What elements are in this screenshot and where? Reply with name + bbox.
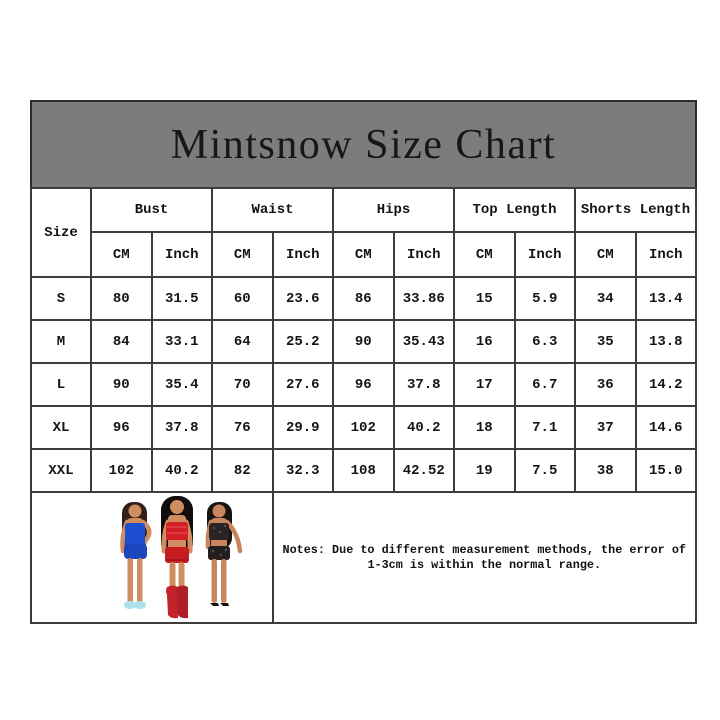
value-cell: 42.52: [394, 449, 455, 492]
value-cell: 40.2: [152, 449, 213, 492]
size-chart-table: [30, 187, 697, 624]
unit-header-top-cm: CM: [454, 232, 515, 277]
models-image-cell: [31, 492, 273, 623]
unit-header-hips-inch: Inch: [394, 232, 455, 277]
value-cell: 25.2: [273, 320, 334, 363]
unit-header-shorts-cm: CM: [575, 232, 636, 277]
value-cell: 64: [212, 320, 273, 363]
group-header-waist: Waist: [212, 188, 333, 232]
page-title: Mintsnow Size Chart: [170, 121, 557, 168]
value-cell: 13.8: [636, 320, 697, 363]
value-cell: 60: [212, 277, 273, 320]
group-header-shorts-length: Shorts Length: [575, 188, 696, 232]
value-cell: 38: [575, 449, 636, 492]
value-cell: 96: [91, 406, 152, 449]
value-cell: 17: [454, 363, 515, 406]
value-cell: 16: [454, 320, 515, 363]
models-photo: [32, 495, 272, 620]
value-cell: 7.1: [515, 406, 576, 449]
value-cell: 18: [454, 406, 515, 449]
value-cell: 102: [91, 449, 152, 492]
value-cell: 80: [91, 277, 152, 320]
table-row-xl: [31, 406, 696, 449]
value-cell: 23.6: [273, 277, 334, 320]
figure-middle-red: [161, 496, 193, 618]
value-cell: 76: [212, 406, 273, 449]
value-cell: 82: [212, 449, 273, 492]
table-row-xxl: [31, 449, 696, 492]
size-cell: XL: [31, 406, 91, 449]
value-cell: 15: [454, 277, 515, 320]
value-cell: 102: [333, 406, 394, 449]
value-cell: 31.5: [152, 277, 213, 320]
table-row-m: [31, 320, 696, 363]
value-cell: 84: [91, 320, 152, 363]
size-cell: M: [31, 320, 91, 363]
group-header-row: [31, 188, 696, 232]
value-cell: 32.3: [273, 449, 334, 492]
unit-header-bust-cm: CM: [91, 232, 152, 277]
unit-header-waist-cm: CM: [212, 232, 273, 277]
value-cell: 6.7: [515, 363, 576, 406]
value-cell: 34: [575, 277, 636, 320]
size-cell: XXL: [31, 449, 91, 492]
value-cell: 14.2: [636, 363, 697, 406]
notes-text-line2: 1-3cm is within the normal range.: [367, 557, 602, 572]
unit-header-hips-cm: CM: [333, 232, 394, 277]
unit-header-waist-inch: Inch: [273, 232, 334, 277]
size-cell: L: [31, 363, 91, 406]
value-cell: 35.43: [394, 320, 455, 363]
figure-left-blue: [122, 502, 149, 609]
value-cell: 35.4: [152, 363, 213, 406]
value-cell: 70: [212, 363, 273, 406]
group-header-hips: Hips: [333, 188, 454, 232]
unit-header-top-inch: Inch: [515, 232, 576, 277]
title-banner: [30, 100, 697, 187]
notes-cell: [273, 492, 697, 623]
value-cell: 96: [333, 363, 394, 406]
value-cell: 90: [91, 363, 152, 406]
group-header-top-length: Top Length: [454, 188, 575, 232]
notes-text-line1: Notes: Due to different measurement methods, the error of: [282, 542, 687, 557]
value-cell: 27.6: [273, 363, 334, 406]
size-column-header: Size: [31, 188, 91, 277]
value-cell: 7.5: [515, 449, 576, 492]
value-cell: 40.2: [394, 406, 455, 449]
value-cell: 5.9: [515, 277, 576, 320]
value-cell: 37.8: [394, 363, 455, 406]
models-photo-illustration: [97, 495, 259, 620]
value-cell: 33.1: [152, 320, 213, 363]
size-cell: S: [31, 277, 91, 320]
unit-header-row: [31, 232, 696, 277]
value-cell: 14.6: [636, 406, 697, 449]
value-cell: 108: [333, 449, 394, 492]
value-cell: 29.9: [273, 406, 334, 449]
table-row-s: [31, 277, 696, 320]
value-cell: 36: [575, 363, 636, 406]
value-cell: 6.3: [515, 320, 576, 363]
value-cell: 13.4: [636, 277, 697, 320]
unit-header-shorts-inch: Inch: [636, 232, 697, 277]
value-cell: 35: [575, 320, 636, 363]
group-header-bust: Bust: [91, 188, 212, 232]
unit-header-bust-inch: Inch: [152, 232, 213, 277]
value-cell: 86: [333, 277, 394, 320]
value-cell: 37.8: [152, 406, 213, 449]
value-cell: 90: [333, 320, 394, 363]
value-cell: 37: [575, 406, 636, 449]
footer-row: [31, 492, 696, 623]
value-cell: 19: [454, 449, 515, 492]
value-cell: 33.86: [394, 277, 455, 320]
value-cell: 15.0: [636, 449, 697, 492]
figure-right-black: [207, 502, 240, 606]
table-row-l: [31, 363, 696, 406]
